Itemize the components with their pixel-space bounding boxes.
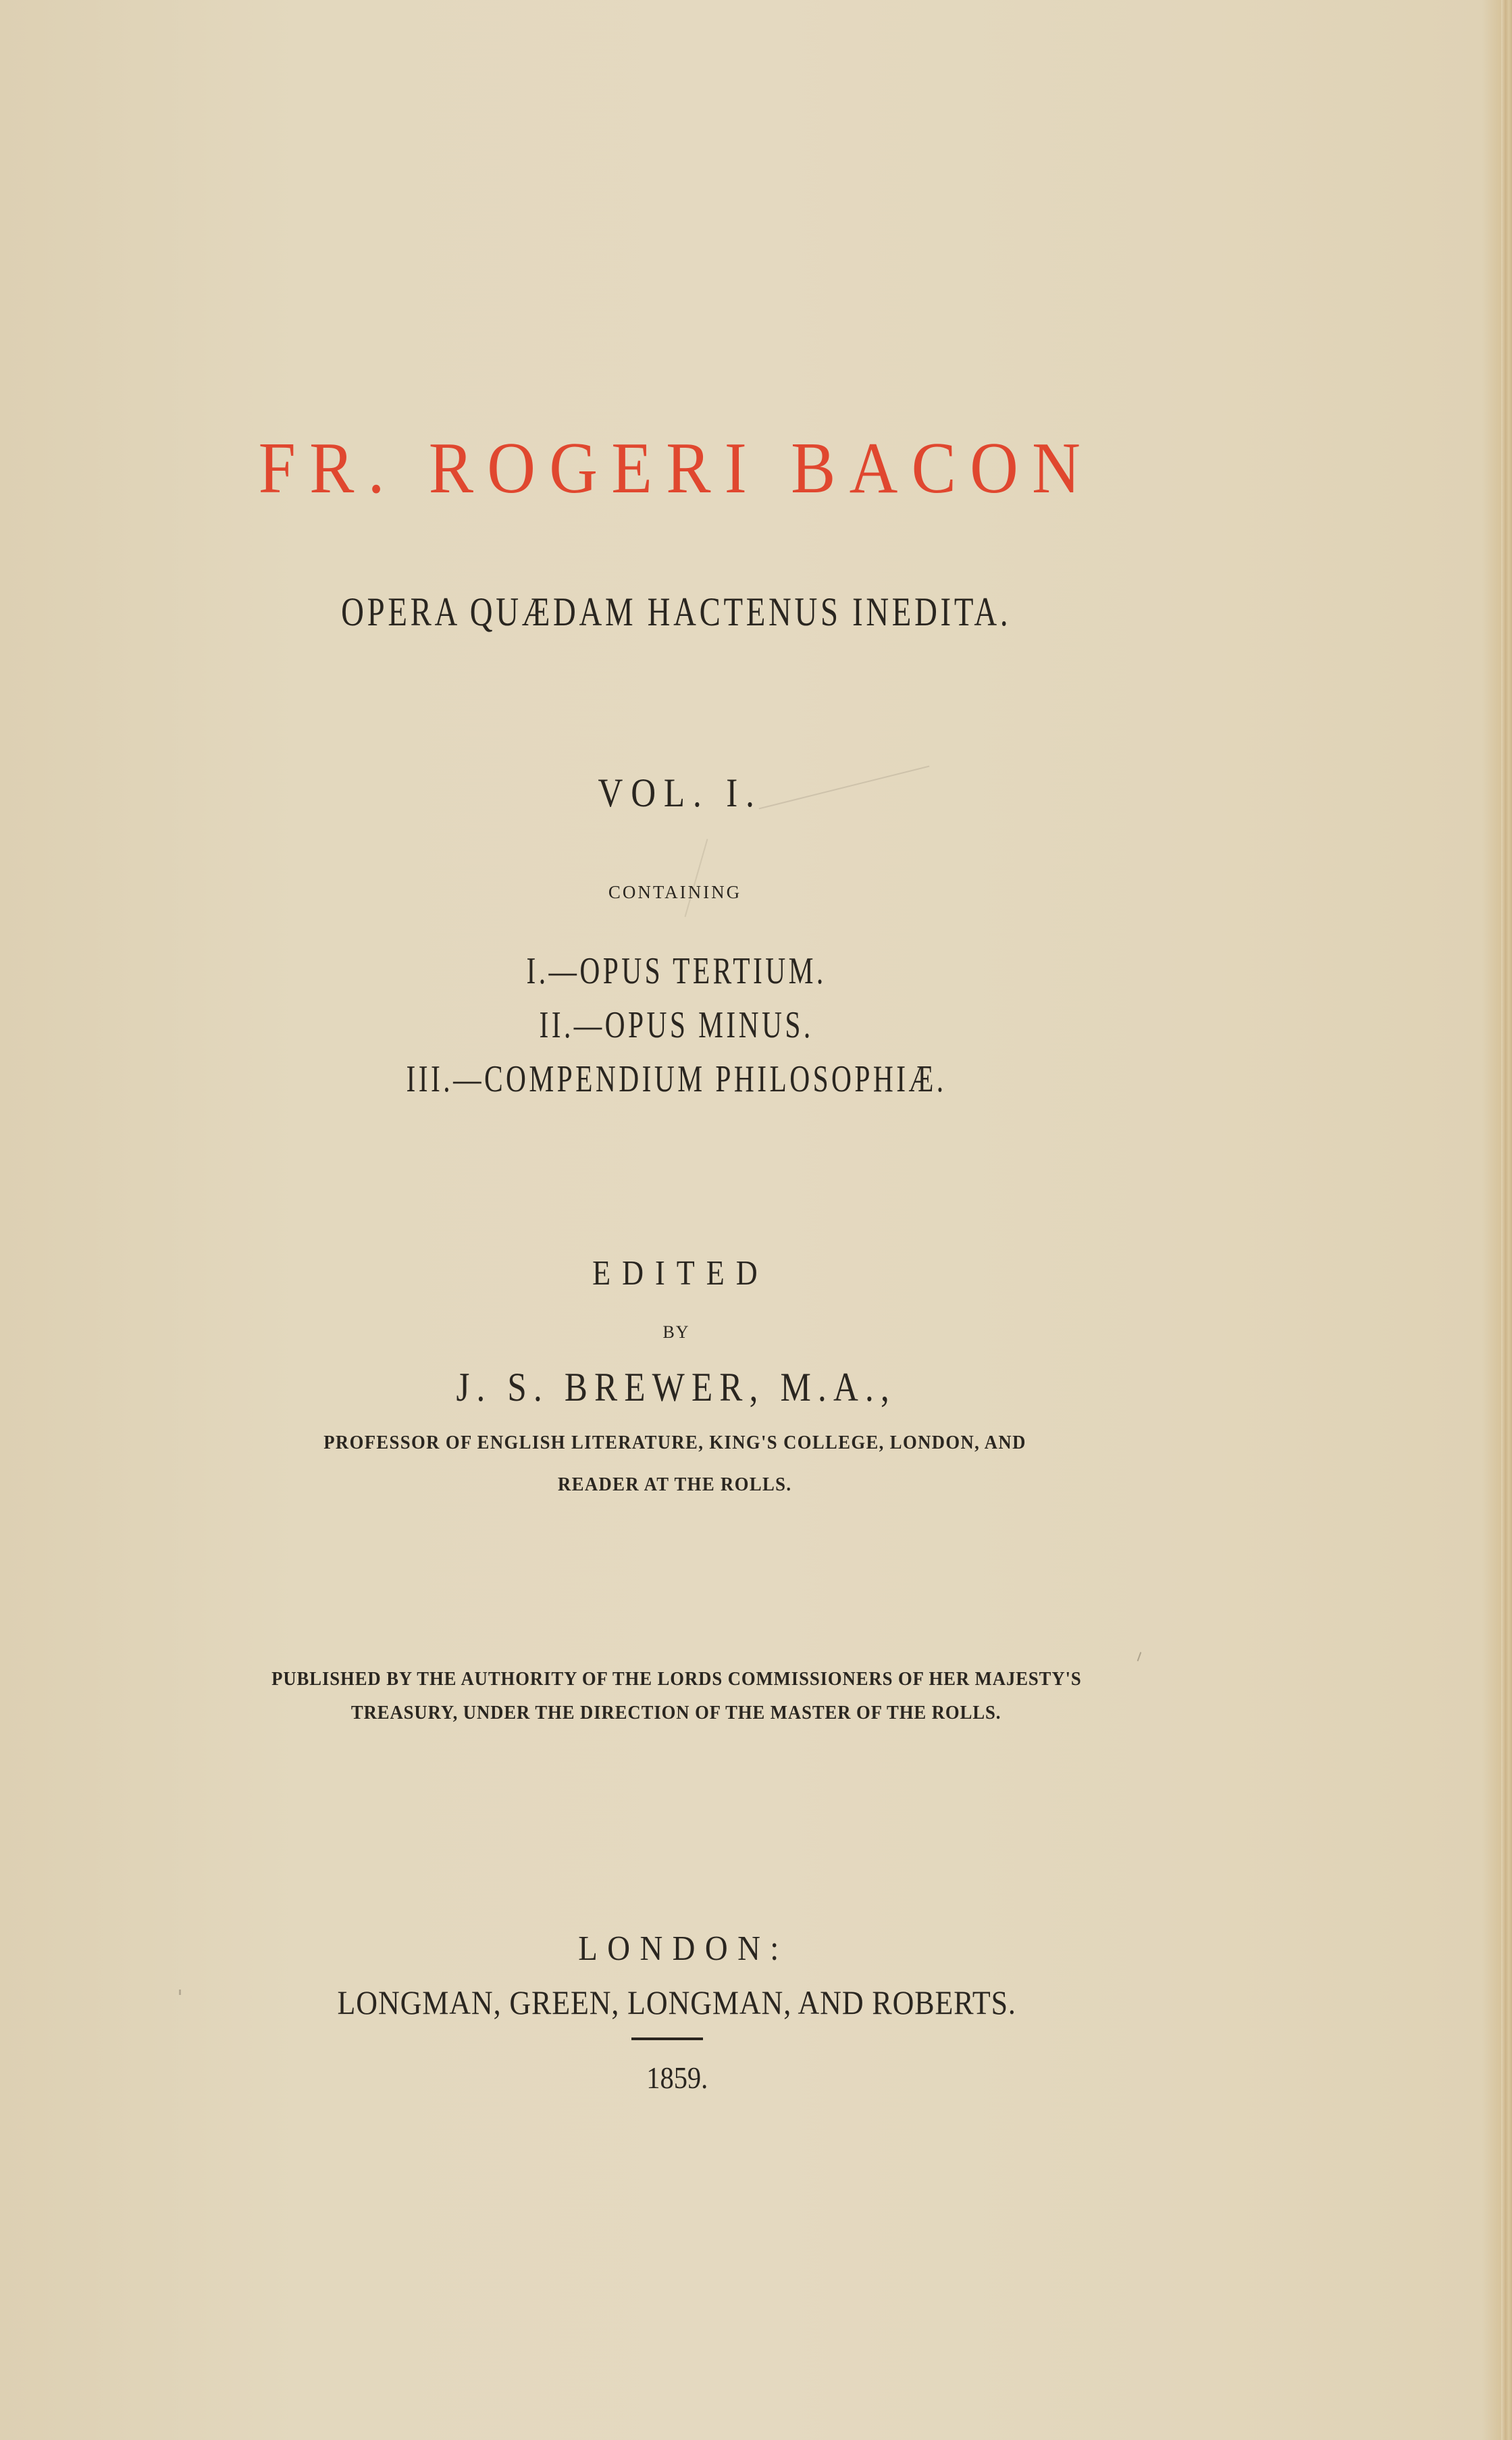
work-item: I.—OPUS TERTIUM. [526, 950, 827, 992]
paper-crease [685, 839, 708, 917]
book-title-text: FR. ROGERI BACON [258, 428, 1095, 509]
paper-mark [1137, 1652, 1142, 1661]
book-title [54, 427, 1445, 511]
book-subtitle-text: OPERA QUÆDAM HACTENUS INEDITA. [341, 590, 1012, 634]
work-item: II.—OPUS MINUS. [539, 1004, 814, 1046]
imprint-publisher-text: LONGMAN, GREEN, LONGMAN, AND ROBERTS. [337, 1983, 1017, 2021]
editor-affiliation-line-2 [0, 1474, 1512, 1496]
volume-text: VOL. I. [598, 771, 763, 815]
paper-mark [179, 1990, 181, 1995]
imprint-year [0, 2060, 1512, 2096]
work-item: III.—COMPENDIUM PHILOSOPHIÆ. [406, 1058, 947, 1100]
editor-name [0, 1364, 1512, 1411]
by-text: BY [662, 1322, 690, 1342]
by-label [0, 1322, 1512, 1343]
edited-text: EDITED [592, 1254, 769, 1293]
editor-name-text: J. S. BREWER, M.A., [456, 1365, 897, 1409]
book-subtitle [149, 589, 1328, 635]
containing-text: CONTAINING [608, 882, 742, 902]
imprint-year-text: 1859. [646, 2060, 708, 2095]
authority-text: TREASURY, UNDER THE DIRECTION OF THE MASTER OF THE ROLLS. [351, 1702, 1001, 1723]
authority-line-2 [0, 1702, 1512, 1724]
edited-label [0, 1253, 1512, 1293]
affiliation-text: PROFESSOR OF ENGLISH LITERATURE, KING'S COLLEGE, LONDON, AND [323, 1432, 1026, 1453]
imprint-place-text: LONDON: [577, 1929, 789, 1968]
containing-label [0, 882, 1512, 903]
volume-label [0, 770, 1512, 816]
authority-line-1 [0, 1668, 1512, 1690]
imprint-publisher [0, 1983, 1512, 2022]
works-list [0, 944, 1512, 1106]
imprint-divider-rule [631, 2037, 703, 2040]
imprint-place [0, 1929, 1512, 1969]
editor-affiliation-line-1 [0, 1432, 1512, 1454]
authority-text: PUBLISHED BY THE AUTHORITY OF THE LORDS COMMISSIONERS OF HER MAJESTY'S [271, 1668, 1082, 1690]
affiliation-text: READER AT THE ROLLS. [558, 1474, 792, 1495]
